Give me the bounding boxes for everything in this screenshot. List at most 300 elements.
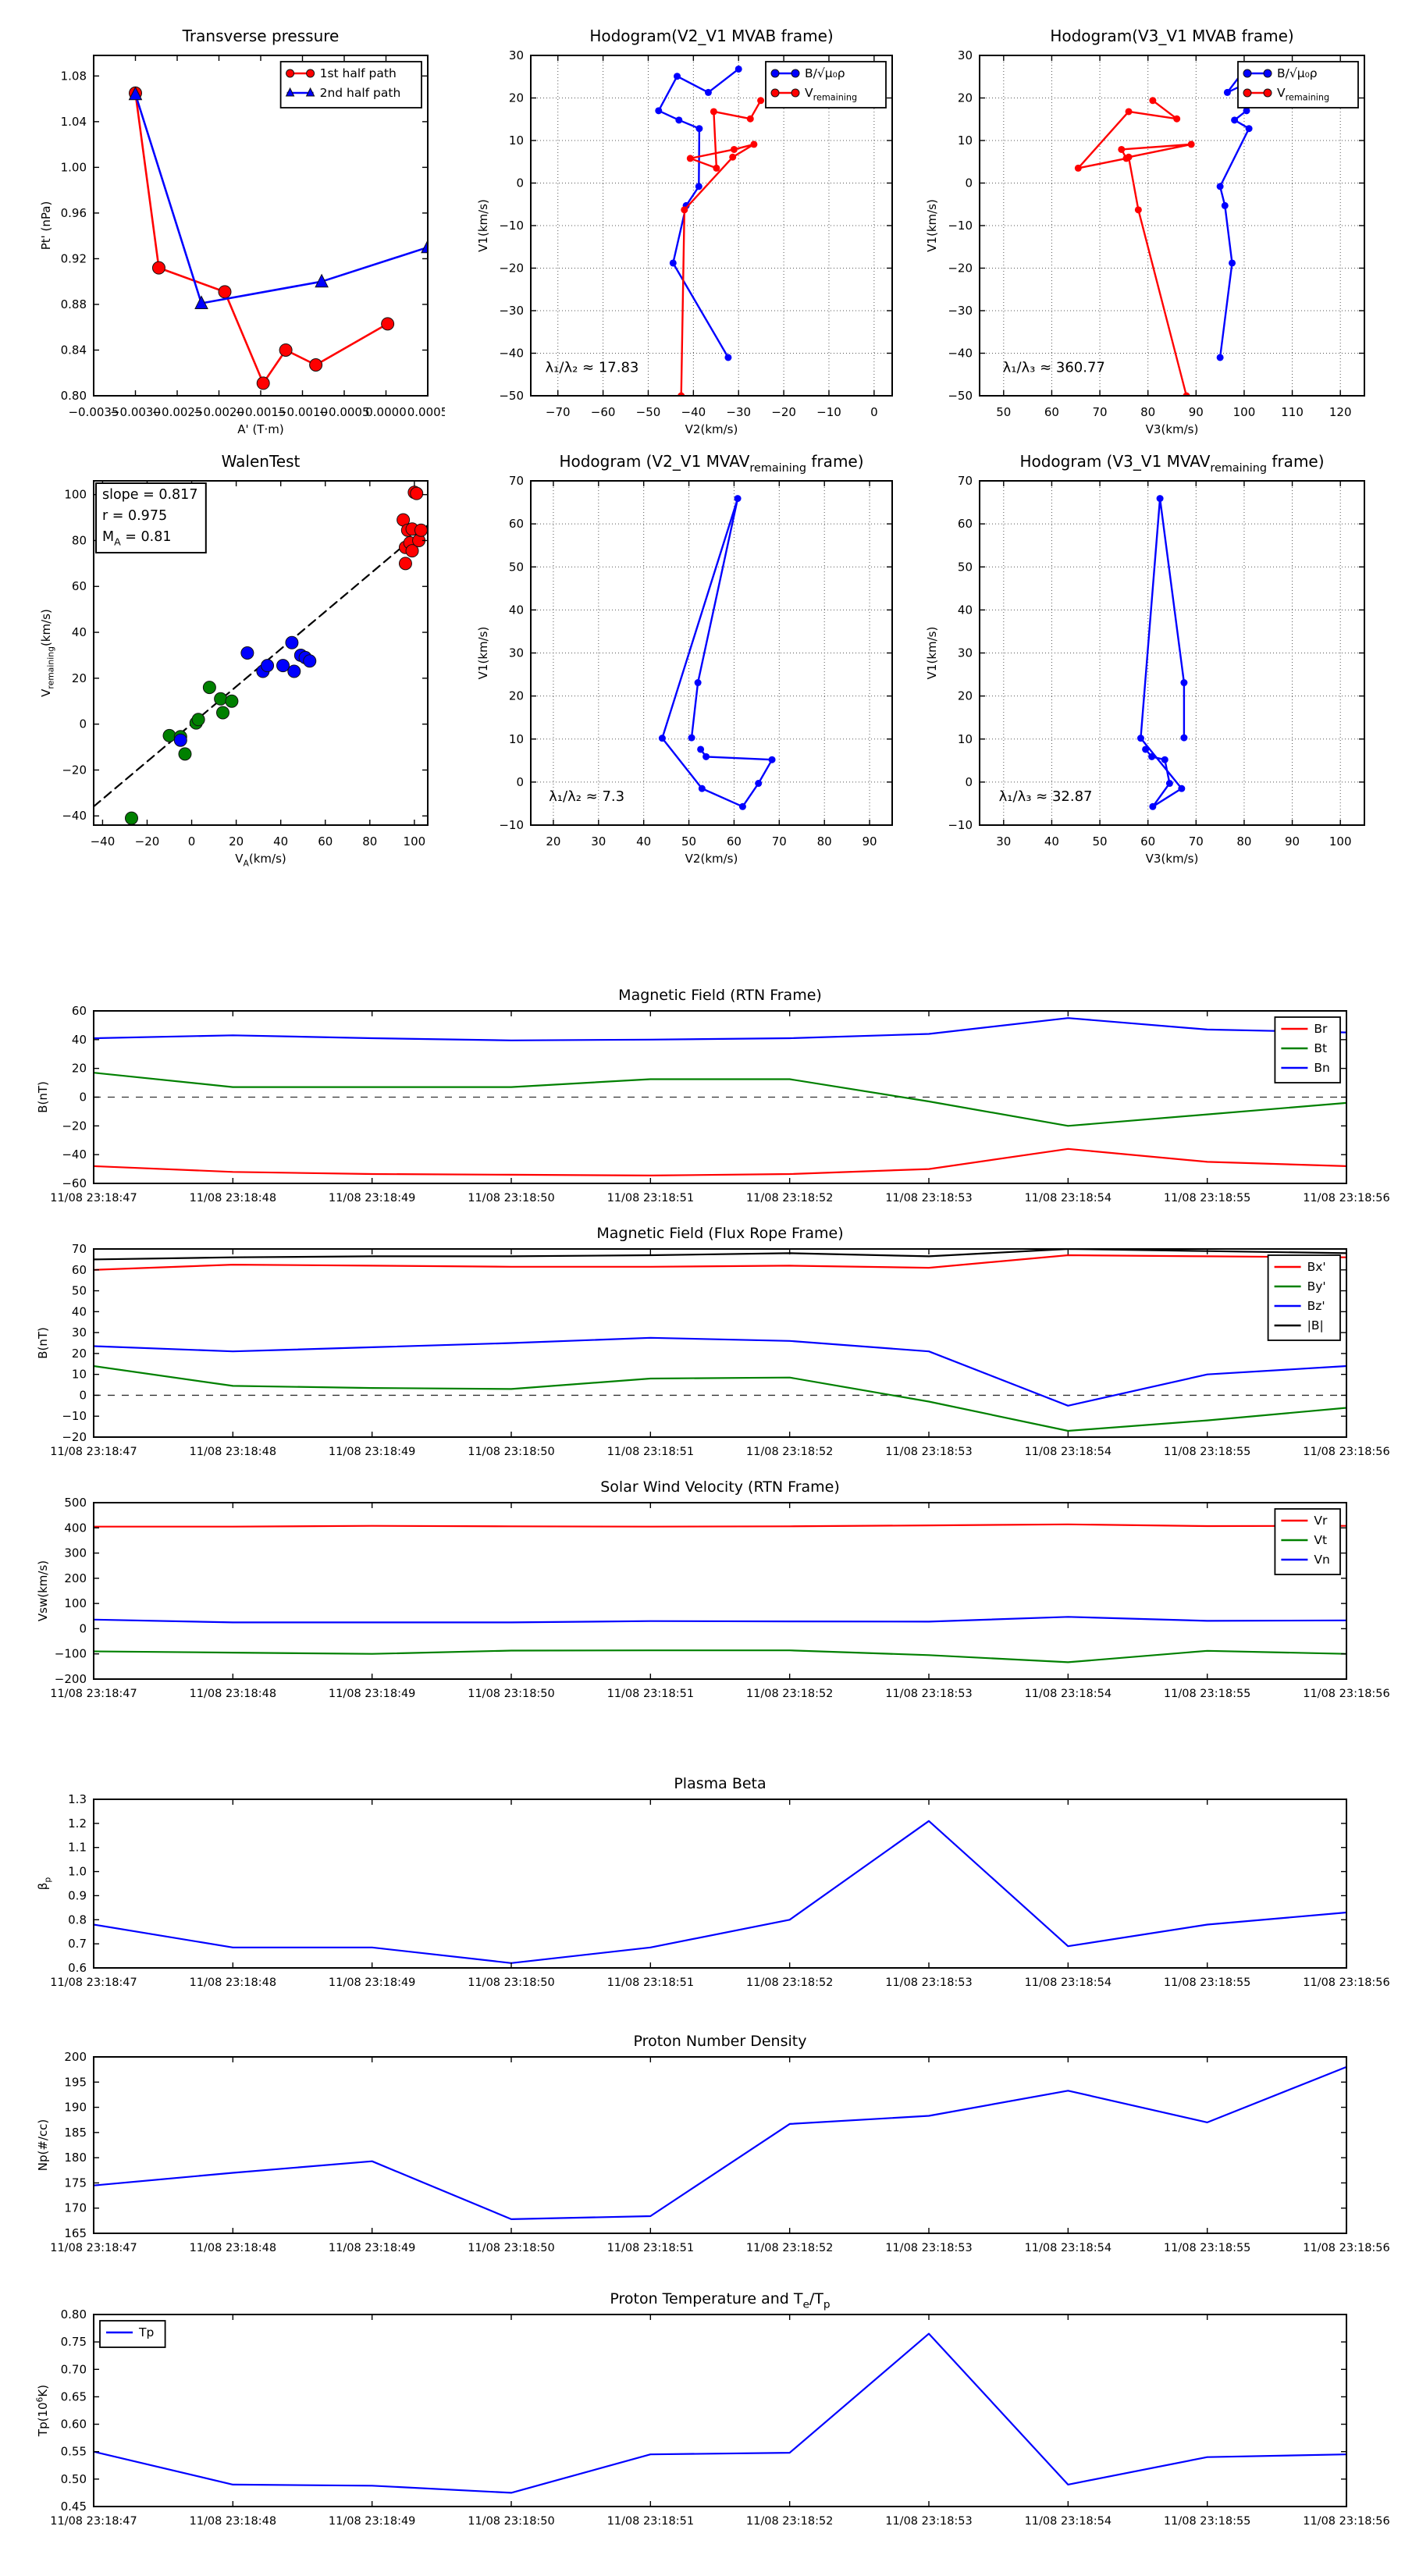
y-tick-label: 500: [64, 1496, 87, 1510]
y-tick-label: 400: [64, 1521, 87, 1535]
x-tick-label: 100: [1329, 834, 1352, 849]
y-tick-label: 185: [64, 2125, 87, 2140]
legend: [100, 2321, 165, 2347]
chart-title: Plasma Beta: [674, 1775, 767, 1792]
x-tick-label: −30: [726, 405, 752, 419]
y-tick-label: 20: [508, 91, 524, 105]
x-tick-label: 11/08 23:18:55: [1163, 2515, 1251, 2528]
x-tick-label: 11/08 23:18:48: [189, 1192, 277, 1204]
x-tick-label: 11/08 23:18:53: [885, 2515, 973, 2528]
y-tick-label: 0.50: [60, 2471, 87, 2486]
y-tick-label: −40: [499, 346, 524, 361]
y-tick-label: −200: [54, 1672, 87, 1686]
chart-b-fluxrope-svg: [20, 1218, 1389, 1471]
x-tick-label: 11/08 23:18:50: [468, 1446, 555, 1458]
y-tick-label: 0: [965, 774, 973, 789]
x-tick-label: 60: [1140, 834, 1156, 849]
chart-hodogram-v2v1-mvab-svg: [468, 20, 909, 441]
y-tick-label: 30: [508, 646, 524, 660]
x-tick-label: 60: [726, 834, 742, 849]
y-tick-label: 1.04: [60, 114, 87, 129]
plot-series: [94, 2067, 1346, 2219]
x-tick-label: 70: [771, 834, 787, 849]
x-tick-label: 11/08 23:18:48: [189, 1688, 277, 1700]
x-tick-label: 80: [1140, 405, 1156, 419]
y-tick-label: 175: [64, 2176, 87, 2190]
y-tick-label: 60: [508, 517, 524, 532]
legend-label: Bz': [1307, 1299, 1325, 1313]
y-tick-label: 190: [64, 2100, 87, 2115]
legend: [1238, 62, 1358, 108]
x-tick-label: 80: [816, 834, 832, 849]
x-tick-label: −40: [681, 405, 706, 419]
y-tick-label: 30: [71, 1325, 87, 1340]
stats-line: slope = 0.817: [102, 487, 198, 503]
x-tick-label: 11/08 23:18:49: [328, 1688, 416, 1700]
x-tick-label: 60: [318, 834, 333, 849]
x-tick-label: 90: [1285, 834, 1300, 849]
x-tick-label: −0.0010: [276, 405, 329, 419]
chart-b-rtn-svg: [20, 980, 1389, 1218]
x-tick-label: 20: [229, 834, 244, 849]
annotation: λ₁/λ₃ ≈ 32.87: [998, 788, 1093, 806]
y-tick-label: 0.9: [68, 1888, 87, 1903]
y-tick-label: 10: [957, 731, 973, 746]
x-tick-label: 11/08 23:18:55: [1163, 2242, 1251, 2254]
x-tick-label: 11/08 23:18:55: [1163, 1192, 1251, 1204]
y-axis-label: Vsw(km/s): [36, 1560, 50, 1622]
x-tick-label: 11/08 23:18:52: [745, 1688, 834, 1700]
y-tick-label: 0: [516, 774, 524, 789]
y-axis-label: Pt' (nPa): [39, 201, 53, 251]
y-tick-label: 0.75: [60, 2335, 87, 2350]
chart-title: Hodogram(V2_V1 MVAB frame): [589, 27, 834, 45]
y-tick-label: 20: [957, 688, 973, 703]
x-tick-label: 11/08 23:18:52: [745, 1446, 834, 1458]
x-tick-label: 11/08 23:18:55: [1163, 1688, 1251, 1700]
panel-plasma-beta: [20, 1768, 1389, 2002]
x-tick-label: 11/08 23:18:47: [50, 2242, 137, 2254]
y-tick-label: −30: [499, 304, 524, 318]
x-tick-label: 11/08 23:18:47: [50, 1688, 137, 1700]
chart-hodogram-v3v1-mvav-svg: [917, 445, 1382, 870]
y-tick-label: 20: [957, 91, 973, 105]
x-tick-label: 11/08 23:18:56: [1303, 1446, 1389, 1458]
chart-title: Magnetic Field (RTN Frame): [618, 987, 822, 1004]
y-tick-label: −40: [62, 1147, 87, 1162]
y-axis-label: Np(#/cc): [36, 2119, 50, 2172]
x-tick-label: 0.0005: [407, 405, 445, 419]
chart-walen-test: [31, 445, 445, 870]
y-tick-label: −10: [499, 818, 524, 832]
x-tick-label: 100: [1232, 405, 1256, 419]
x-tick-label: 11/08 23:18:47: [50, 2515, 137, 2528]
y-tick-label: −40: [948, 346, 973, 361]
y-tick-label: 70: [957, 474, 973, 488]
x-tick-label: 11/08 23:18:54: [1024, 1446, 1112, 1458]
chart-title: WalenTest: [221, 452, 301, 471]
legend-label: 2nd half path: [319, 86, 401, 100]
y-axis-label: $V_{remaining}(km/s)$: [39, 609, 56, 697]
y-axis-label: B(nT): [36, 1081, 50, 1113]
x-tick-label: 40: [636, 834, 652, 849]
y-tick-label: 1.2: [68, 1816, 87, 1831]
x-tick-label: 11/08 23:18:56: [1303, 2242, 1389, 2254]
x-tick-label: 11/08 23:18:54: [1024, 2242, 1112, 2254]
legend-label: Br: [1314, 1022, 1328, 1036]
x-tick-label: 110: [1281, 405, 1304, 419]
chart-vsw-rtn-svg: [20, 1471, 1389, 1713]
stats-line: r = 0.975: [102, 508, 168, 524]
x-tick-label: 11/08 23:18:55: [1163, 1976, 1251, 1989]
chart-transverse-pressure-svg: [31, 20, 445, 441]
y-tick-label: −50: [499, 389, 524, 403]
legend-label: B/√μ₀ρ: [805, 66, 845, 80]
y-tick-label: −10: [62, 1409, 87, 1424]
y-tick-label: 40: [71, 1032, 87, 1047]
x-tick-label: 40: [273, 834, 289, 849]
x-tick-label: 80: [1236, 834, 1252, 849]
y-tick-label: 30: [957, 646, 973, 660]
x-tick-label: 11/08 23:18:51: [606, 1192, 695, 1204]
y-axis-label: B(nT): [36, 1327, 50, 1359]
plot-series: [655, 66, 764, 400]
x-tick-label: 11/08 23:18:48: [189, 2242, 277, 2254]
y-tick-label: 0.45: [60, 2500, 87, 2514]
x-tick-label: 70: [1092, 405, 1108, 419]
x-tick-label: 11/08 23:18:51: [606, 1688, 695, 1700]
legend-label: Bt: [1314, 1041, 1328, 1055]
x-tick-label: 11/08 23:18:52: [745, 2242, 834, 2254]
y-tick-label: 50: [508, 560, 524, 575]
legend: [766, 62, 886, 108]
chart-proton-density-svg: [20, 2026, 1389, 2268]
x-tick-label: 11/08 23:18:48: [189, 1446, 277, 1458]
y-tick-label: 170: [64, 2201, 87, 2215]
x-axis-label: V3(km/s): [1145, 422, 1199, 436]
x-tick-label: 70: [1188, 834, 1204, 849]
y-axis-label: $Tp(10^6K)$: [34, 2384, 50, 2437]
x-tick-label: 11/08 23:18:56: [1303, 1192, 1389, 1204]
x-tick-label: 11/08 23:18:49: [328, 1976, 416, 1989]
legend-label: Vt: [1314, 1533, 1328, 1547]
x-tick-label: 11/08 23:18:54: [1024, 2515, 1112, 2528]
x-tick-label: 11/08 23:18:50: [468, 1688, 555, 1700]
y-axis-label: V1(km/s): [476, 199, 490, 252]
y-tick-label: 60: [71, 1262, 87, 1277]
y-tick-label: 0: [965, 176, 973, 190]
y-tick-label: 0.80: [60, 2307, 87, 2322]
y-tick-label: 70: [71, 1242, 87, 1256]
plot-series: [130, 87, 435, 390]
y-tick-label: 1.0: [68, 1864, 87, 1879]
legend-label: B/√μ₀ρ: [1277, 66, 1318, 80]
y-tick-label: 100: [64, 1596, 87, 1611]
chart-title: Proton Temperature and $T_e/T_p$: [610, 2290, 831, 2311]
x-tick-label: 11/08 23:18:52: [745, 1976, 834, 1989]
y-tick-label: 0.55: [60, 2444, 87, 2459]
y-tick-label: −20: [499, 261, 524, 276]
legend-label: Vn: [1314, 1553, 1330, 1567]
x-tick-label: 11/08 23:18:48: [189, 2515, 277, 2528]
x-tick-label: 11/08 23:18:54: [1024, 1192, 1112, 1204]
x-tick-label: 11/08 23:18:54: [1024, 1688, 1112, 1700]
y-tick-label: 20: [508, 688, 524, 703]
chart-hodogram-v3v1-mvav: [917, 445, 1382, 870]
legend-label: Tp: [139, 2325, 155, 2339]
legend: [1275, 1509, 1340, 1574]
y-tick-label: 40: [71, 625, 87, 640]
x-tick-label: 11/08 23:18:53: [885, 1976, 973, 1989]
y-tick-label: 40: [71, 1304, 87, 1319]
x-tick-label: −10: [816, 405, 841, 419]
x-tick-label: 11/08 23:18:56: [1303, 1688, 1389, 1700]
y-tick-label: 10: [508, 133, 524, 148]
chart-title: Magnetic Field (Flux Rope Frame): [596, 1225, 844, 1242]
x-tick-label: 11/08 23:18:55: [1163, 1446, 1251, 1458]
y-tick-label: 40: [957, 603, 973, 617]
y-tick-label: 20: [71, 671, 87, 685]
y-tick-label: 100: [64, 487, 87, 502]
y-tick-label: −60: [62, 1176, 87, 1190]
x-tick-label: 120: [1329, 405, 1352, 419]
y-tick-label: −50: [948, 389, 973, 403]
x-tick-label: 11/08 23:18:49: [328, 2242, 416, 2254]
x-tick-label: −70: [545, 405, 571, 419]
x-axis-label: V2(km/s): [685, 422, 738, 436]
x-tick-label: 0: [870, 405, 878, 419]
annotation: λ₁/λ₃ ≈ 360.77: [1002, 359, 1105, 376]
x-tick-label: 11/08 23:18:54: [1024, 1976, 1112, 1989]
legend-label: By': [1307, 1279, 1326, 1293]
x-tick-label: 11/08 23:18:47: [50, 1976, 137, 1989]
y-tick-label: 60: [957, 517, 973, 532]
x-tick-label: 11/08 23:18:53: [885, 1688, 973, 1700]
y-tick-label: −20: [62, 1430, 87, 1444]
panel-solar-wind-velocity: [20, 1471, 1389, 1713]
chart-hodogram-v2v1-mvav-svg: [468, 445, 909, 870]
x-tick-label: −0.0025: [151, 405, 203, 419]
annotation: λ₁/λ₂ ≈ 7.3: [549, 788, 625, 806]
chart-plasma-beta-svg: [20, 1768, 1389, 2002]
plot-series: [94, 1525, 1346, 1663]
y-tick-label: 0.7: [68, 1937, 87, 1952]
plot-series: [94, 2334, 1346, 2493]
panel-proton-temperature: [20, 2283, 1389, 2541]
x-tick-label: 60: [1044, 405, 1059, 419]
y-tick-label: 10: [957, 133, 973, 148]
y-tick-label: 1.1: [68, 1840, 87, 1855]
y-tick-label: 10: [508, 731, 524, 746]
y-tick-label: 60: [71, 1004, 87, 1018]
plot-series: [1137, 495, 1187, 810]
plot-series: [94, 1249, 1346, 1431]
legend-label: Bn: [1314, 1061, 1330, 1075]
y-tick-label: 200: [64, 2050, 87, 2064]
y-tick-label: 0.70: [60, 2362, 87, 2377]
legend-label: $V_{remaining}$: [1277, 86, 1330, 103]
y-tick-label: 50: [71, 1283, 87, 1298]
chart-walen-test-svg: [31, 445, 445, 870]
x-tick-label: 50: [1092, 834, 1108, 849]
y-tick-label: 20: [71, 1346, 87, 1361]
y-tick-label: 30: [957, 48, 973, 62]
y-tick-label: 0: [79, 717, 87, 731]
x-tick-label: 50: [681, 834, 697, 849]
chart-title: Hodogram (V3_V1 $MVAV_{remaining}$ frame): [1019, 452, 1325, 475]
y-tick-label: −40: [62, 809, 87, 824]
y-axis-label: V1(km/s): [476, 626, 490, 680]
x-tick-label: 11/08 23:18:53: [885, 1192, 973, 1204]
x-tick-label: 11/08 23:18:48: [189, 1976, 277, 1989]
x-tick-label: 40: [1044, 834, 1059, 849]
x-tick-label: 50: [996, 405, 1012, 419]
panel-proton-number-density: [20, 2026, 1389, 2268]
legend: [1275, 1017, 1340, 1083]
y-tick-label: 40: [508, 603, 524, 617]
x-tick-label: 11/08 23:18:47: [50, 1192, 137, 1204]
plot-series: [94, 1821, 1346, 1963]
chart-hodogram-v3v1-mvab-svg: [917, 20, 1382, 441]
x-tick-label: 20: [546, 834, 561, 849]
y-tick-label: 180: [64, 2151, 87, 2165]
chart-transverse-pressure: [31, 20, 445, 441]
x-tick-label: −0.0005: [318, 405, 370, 419]
x-tick-label: 11/08 23:18:53: [885, 1446, 973, 1458]
y-tick-label: 80: [71, 533, 87, 548]
y-axis-label: V1(km/s): [925, 626, 939, 680]
y-tick-label: 300: [64, 1546, 87, 1560]
y-tick-label: 200: [64, 1571, 87, 1585]
y-tick-label: 0: [79, 1388, 87, 1403]
y-tick-label: 0.65: [60, 2389, 87, 2404]
x-tick-label: 11/08 23:18:50: [468, 1192, 555, 1204]
y-tick-label: −10: [948, 818, 973, 832]
x-axis-label: V2(km/s): [685, 852, 738, 866]
chart-title: Hodogram(V3_V1 MVAB frame): [1050, 27, 1294, 45]
x-tick-label: 0.0000: [365, 405, 407, 419]
y-tick-label: 50: [957, 560, 973, 575]
legend-label: |B|: [1307, 1318, 1324, 1332]
stats-line: $M_A = 0.81$: [102, 529, 172, 548]
x-tick-label: 11/08 23:18:49: [328, 1192, 416, 1204]
x-tick-label: 30: [591, 834, 606, 849]
y-tick-label: −30: [948, 304, 973, 318]
panel-magnetic-field-rtn: [20, 980, 1389, 1218]
x-tick-label: 100: [403, 834, 426, 849]
chart-title: Solar Wind Velocity (RTN Frame): [600, 1478, 840, 1496]
x-tick-label: −0.0035: [68, 405, 119, 419]
y-tick-label: 0.92: [60, 251, 87, 266]
x-tick-label: 11/08 23:18:51: [606, 1446, 695, 1458]
x-tick-label: 90: [862, 834, 877, 849]
y-tick-label: 1.08: [60, 69, 87, 84]
x-tick-label: −20: [134, 834, 160, 849]
y-tick-label: 1.00: [60, 160, 87, 175]
y-tick-label: 165: [64, 2226, 87, 2240]
y-tick-label: 1.3: [68, 1792, 87, 1806]
y-tick-label: −100: [54, 1646, 87, 1661]
x-tick-label: 11/08 23:18:49: [328, 1446, 416, 1458]
chart-hodogram-v3v1-mvab: [917, 20, 1382, 441]
y-tick-label: 0.96: [60, 205, 87, 220]
y-axis-label: $\beta_p$: [36, 1877, 53, 1891]
x-tick-label: −40: [90, 834, 116, 849]
x-tick-label: −0.0015: [235, 405, 286, 419]
y-tick-label: −20: [62, 763, 87, 777]
x-tick-label: −0.0030: [109, 405, 162, 419]
legend-label: Bx': [1307, 1260, 1326, 1274]
chart-title: Proton Number Density: [633, 2033, 807, 2050]
x-tick-label: 11/08 23:18:56: [1303, 1976, 1389, 1989]
x-tick-label: 11/08 23:18:52: [745, 2515, 834, 2528]
x-axis-label: $V_A(km/s)$: [235, 852, 286, 869]
legend: [1268, 1255, 1340, 1340]
x-tick-label: 11/08 23:18:49: [328, 2515, 416, 2528]
stats-box: [96, 483, 206, 553]
chart-hodogram-v2v1-mvav: [468, 445, 909, 870]
legend-label: $V_{remaining}$: [805, 86, 858, 103]
y-tick-label: −20: [62, 1119, 87, 1133]
y-tick-label: 195: [64, 2075, 87, 2090]
y-tick-label: 60: [71, 579, 87, 594]
plot-series: [659, 495, 776, 810]
x-tick-label: 11/08 23:18:52: [745, 1192, 834, 1204]
annotation: λ₁/λ₂ ≈ 17.83: [545, 359, 639, 376]
x-tick-label: 80: [362, 834, 378, 849]
x-tick-label: 11/08 23:18:51: [606, 1976, 695, 1989]
y-tick-label: 0.80: [60, 389, 87, 403]
y-tick-label: 0: [79, 1621, 87, 1636]
y-tick-label: −20: [948, 261, 973, 276]
y-tick-label: 20: [71, 1061, 87, 1076]
panel-magnetic-field-fluxrope: [20, 1218, 1389, 1471]
x-tick-label: 11/08 23:18:47: [50, 1446, 137, 1458]
legend-label: Vr: [1314, 1514, 1328, 1528]
x-tick-label: 11/08 23:18:53: [885, 2242, 973, 2254]
x-tick-label: 90: [1188, 405, 1204, 419]
y-tick-label: 0.60: [60, 2417, 87, 2432]
y-tick-label: −10: [948, 219, 973, 233]
x-tick-label: −20: [771, 405, 796, 419]
y-tick-label: 0.6: [68, 1961, 87, 1975]
chart-title: Transverse pressure: [182, 27, 340, 45]
y-axis-label: V1(km/s): [925, 199, 939, 252]
chart-proton-temperature-svg: [20, 2283, 1389, 2541]
x-tick-label: 11/08 23:18:50: [468, 1976, 555, 1989]
y-tick-label: 10: [71, 1367, 87, 1382]
y-tick-label: 0: [79, 1090, 87, 1105]
chart-title: Hodogram (V2_V1 $MVAV_{remaining}$ frame): [559, 452, 864, 475]
x-tick-label: −0.0020: [193, 405, 245, 419]
y-tick-label: 0: [516, 176, 524, 190]
x-tick-label: −50: [635, 405, 661, 419]
x-tick-label: 11/08 23:18:56: [1303, 2515, 1389, 2528]
x-tick-label: 11/08 23:18:51: [606, 2515, 695, 2528]
x-tick-label: 30: [996, 834, 1012, 849]
y-tick-label: −10: [499, 219, 524, 233]
x-tick-label: 11/08 23:18:51: [606, 2242, 695, 2254]
chart-hodogram-v2v1-mvab: [468, 20, 909, 441]
y-tick-label: 0.8: [68, 1912, 87, 1927]
legend: [281, 62, 422, 108]
y-tick-label: 0.88: [60, 297, 87, 311]
x-tick-label: 11/08 23:18:50: [468, 2515, 555, 2528]
x-tick-label: 11/08 23:18:50: [468, 2242, 555, 2254]
legend-label: 1st half path: [319, 66, 397, 80]
x-tick-label: −60: [590, 405, 616, 419]
y-tick-label: 70: [508, 474, 524, 488]
